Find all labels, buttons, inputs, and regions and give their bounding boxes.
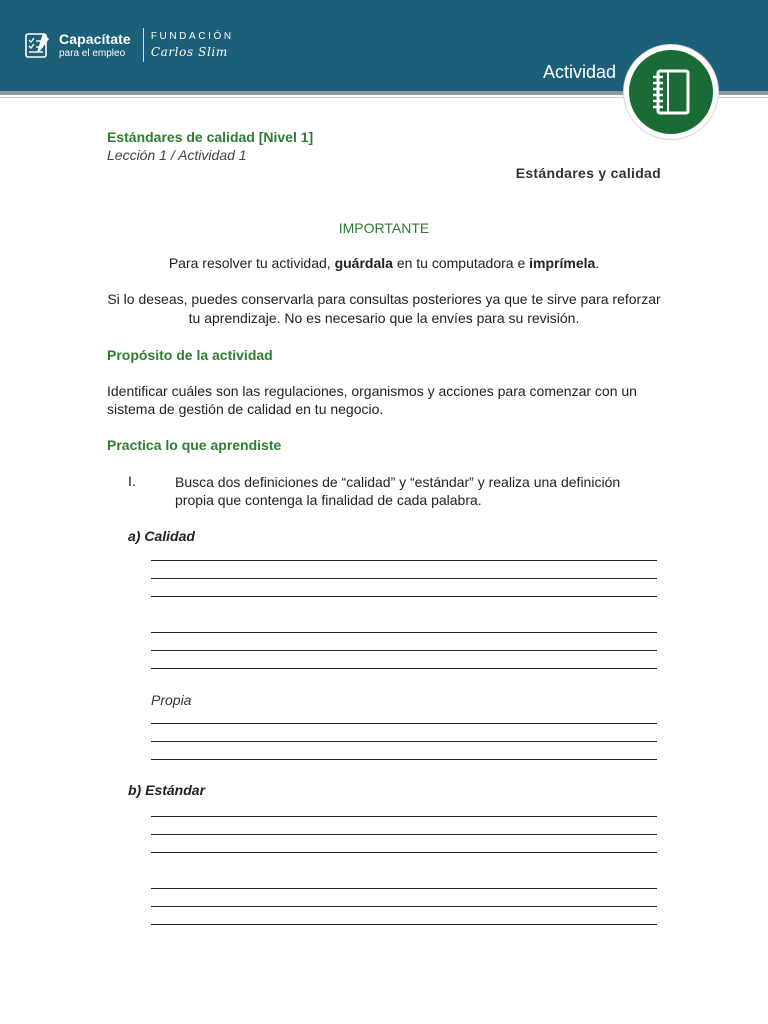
section-title: Actividad [542,62,616,82]
answer-line[interactable] [151,578,657,579]
item-a-label: a) Calidad [128,528,195,544]
brand-name: Capacítate [59,30,131,47]
practice-heading: Practica lo que aprendiste [107,437,282,453]
answer-line[interactable] [151,560,657,561]
answer-line[interactable] [151,741,657,742]
save-emphasis: guárdala [334,255,393,271]
answer-line[interactable] [151,596,657,597]
notebook-icon [645,66,697,118]
own-definition-label: Propia [151,692,192,708]
document-title: Estándares de calidad [Nivel 1] [107,129,314,145]
checklist-icon [24,31,52,59]
answer-line[interactable] [151,834,657,835]
print-emphasis: imprímela [529,255,596,271]
instructions-paragraph: Para resolver tu actividad, guárdala en tu computadora e imprímela. [168,255,600,271]
answer-line[interactable] [151,816,657,817]
exercise-number: I. [128,473,136,489]
foundation-name: Carlos Slim [150,45,228,59]
answer-line[interactable] [151,723,657,724]
keep-note-paragraph: Si lo deseas, puedes conservarla para consultas posteriores ya que te sirve para reforzar tu aprendizaje. No es necesario que la envíes para su revisión. [107,291,661,326]
answer-line[interactable] [151,632,657,633]
important-heading: IMPORTANTE [338,220,430,236]
purpose-heading: Propósito de la actividad [107,347,273,363]
purpose-text: Identificar cuáles son las regulaciones, organismos y acciones para comenzar con un sistema de gestión de calidad en tu negocio. [107,383,637,417]
logo-divider [143,28,144,62]
item-b-label: b) Estándar [128,782,206,798]
answer-line[interactable] [151,650,657,651]
answer-line[interactable] [151,668,657,669]
answer-line[interactable] [151,906,657,907]
answer-line[interactable] [151,852,657,853]
exercise-text: Busca dos definiciones de “calidad” y “estándar” y realiza una definición propia que contenga la finalidad de cada palabra. [175,474,621,508]
activity-badge [624,45,718,139]
answer-line[interactable] [151,759,657,760]
lesson-label: Lección 1 / Actividad 1 [107,147,247,163]
answer-line[interactable] [151,924,657,925]
subject-label: Estándares y calidad [515,165,661,181]
foundation-label: FUNDACIÓN [150,31,234,42]
brand-subtitle: para el empleo [59,47,126,59]
answer-line[interactable] [151,888,657,889]
capacitate-logo [24,30,234,60]
